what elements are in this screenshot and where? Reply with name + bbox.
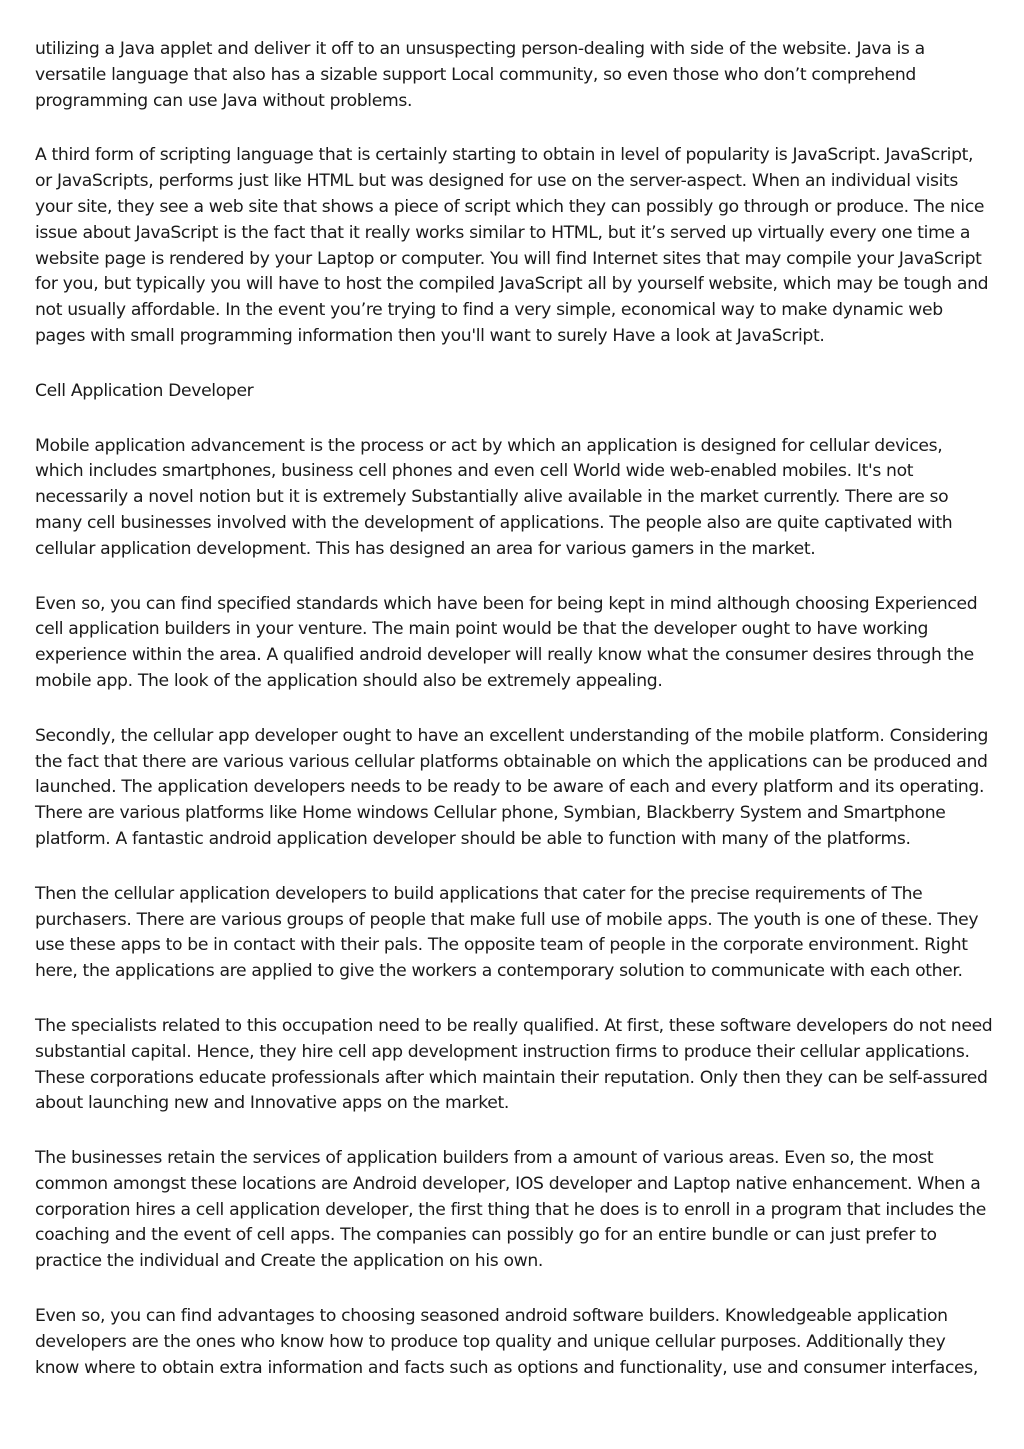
paragraph-standards: Even so, you can find specified standards which have been for being kept in mind although choosing Experienced cell application builders in your venture. The main point would be that the developer ought to have working experience within the area. A qualified android developer will really know what the consumer desires through the mobile app. The look of the application should also be extremely appealing. (35, 593, 978, 691)
section-heading-cell-application-developer: Cell Application Developer (35, 380, 254, 401)
paragraph-java-applet: utilizing a Java applet and deliver it off to an unsuspecting person-dealing with side of the website. Java is a versatile language that also has a sizable support Local community, so even those who don’t comprehend programming can use Java without problems. (35, 39, 925, 111)
paragraph-mobile-platform: Secondly, the cellular app developer ought to have an excellent understanding of the mobile platform. Considering the fact that there are various various cellular platforms obtainable on which the applications can be produced and launched. The application developers needs to be ready to be aware of each and every platform and its operating. There are various platforms like Home windows Cellular phone, Symbian, Blackberry System and Smartphone platform. A fantastic android application developer should be able to function with many of the platforms. (35, 725, 989, 849)
paragraph-businesses: The businesses retain the services of application builders from a amount of various areas. Even so, the most common amongst these locations are Android developer, IOS developer and Laptop native enhancement. When a corporation hires a cell application developer, the first thing that he does is to enroll in a program that includes the coaching and the event of cell apps. The companies can possibly go for an entire bundle or can just prefer to practice the individual and Create the application on his own. (35, 1148, 987, 1272)
paragraph-specialists: The specialists related to this occupation need to be really qualified. At first, these software developers do not need substantial capital. Hence, they hire cell app development instruction firms to produce their cellular applications. These corporations educate professionals after which maintain their reputation. Only then they can be self-assured about launching new and Innovative apps on the market. (35, 1015, 993, 1114)
paragraph-mobile-advancement: Mobile application advancement is the process or act by which an application is designed for cellular devices, which includes smartphones, business cell phones and even cell World wide web-enabled mobiles. It's not necessarily a novel notion but it is extremely Substantially alive available in the market currently. There are so many cell businesses involved with the development of applications. The people also are quite captivated with cellular application development. This has designed an area for various gamers in the market. (35, 435, 953, 559)
paragraph-advantages: Even so, you can find advantages to choosing seasoned android software builders. Knowledgeable application developers are the ones who know how to produce top quality and unique cellular purposes. Additionally they know where to obtain extra information and facts such as options and functionality, use and consumer interfaces, (35, 1306, 978, 1378)
paragraph-requirements: Then the cellular application developers to build applications that cater for the precise requirements of The purchasers. There are various groups of people that make full use of mobile apps. The youth is one of these. They use these apps to be in contact with their pals. The opposite team of people in the corporate environment. Right here, the applications are applied to give the workers a contemporary solution to communicate with each other. (35, 883, 979, 982)
paragraph-javascript: A third form of scripting language that is certainly starting to obtain in level of popularity is JavaScript. JavaScript, or JavaScripts, performs just like HTML but was designed for use on the server-aspect. When an individual visits your site, they see a web site that shows a piece of script which they can possibly go through or produce. The nice issue about JavaScript is the fact that it really works similar to HTML, but it’s served up virtually every one time a website page is rendered by your Laptop or computer. You will find Internet sites that may compile your JavaScript for you, but typically you will have to host the compiled JavaScript all by yourself website, which may be tough and not usually affordable. In the event you’re trying to find a very simple, economical way to make dynamic web pages with small programming information then you'll want to surely Have a look at JavaScript. (35, 145, 989, 346)
document-body (35, 37, 993, 1410)
